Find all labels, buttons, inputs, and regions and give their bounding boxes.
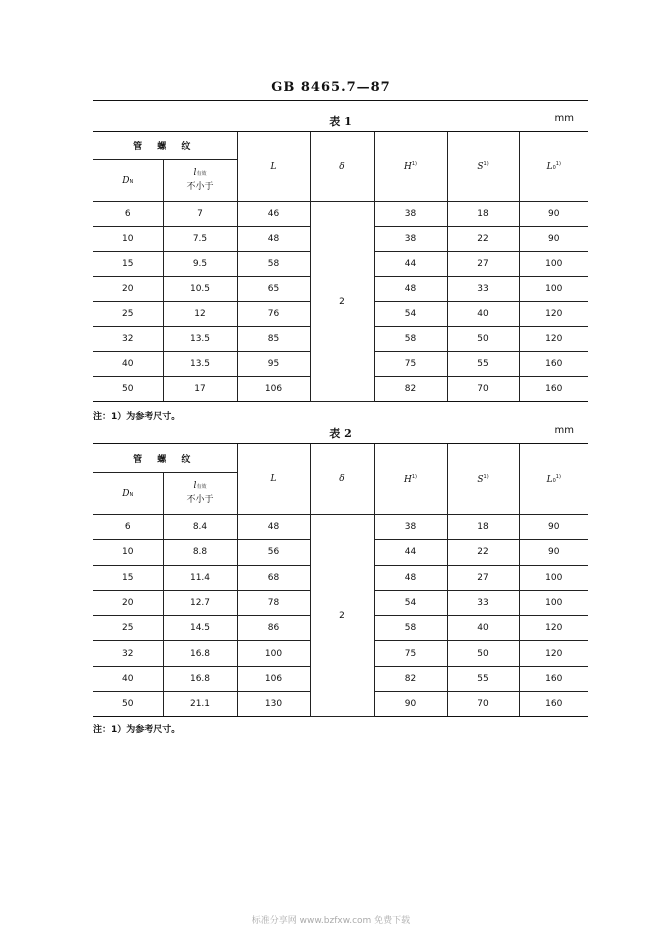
cell-dn: 10 bbox=[93, 540, 163, 565]
cell-L0: 160 bbox=[519, 352, 588, 377]
col-H-header: $H^{1)}$ bbox=[374, 444, 447, 515]
cell-S: 27 bbox=[447, 565, 519, 590]
cell-S: 40 bbox=[447, 616, 519, 641]
cell-S: 50 bbox=[447, 641, 519, 666]
cell-L: 76 bbox=[237, 302, 310, 327]
cell-L0: 160 bbox=[519, 692, 588, 717]
cell-l-eff: 10.5 bbox=[163, 277, 237, 302]
cell-S: 70 bbox=[447, 377, 519, 402]
cell-delta: 2 bbox=[310, 202, 374, 402]
cell-l-eff: 14.5 bbox=[163, 616, 237, 641]
col-l-eff-header: l有效 不小于 bbox=[163, 473, 237, 515]
cell-dn: 15 bbox=[93, 252, 163, 277]
cell-L0: 120 bbox=[519, 327, 588, 352]
cell-S: 33 bbox=[447, 590, 519, 615]
cell-S: 18 bbox=[447, 202, 519, 227]
col-delta-header: δ bbox=[310, 132, 374, 202]
table1-caption-bar bbox=[93, 113, 588, 131]
cell-H: 38 bbox=[374, 202, 447, 227]
cell-S: 18 bbox=[447, 515, 519, 540]
cell-H: 44 bbox=[374, 252, 447, 277]
table2-unit: mm bbox=[554, 425, 574, 436]
cell-S: 27 bbox=[447, 252, 519, 277]
cell-S: 55 bbox=[447, 666, 519, 691]
cell-L0: 90 bbox=[519, 227, 588, 252]
cell-L0: 100 bbox=[519, 565, 588, 590]
cell-dn: 40 bbox=[93, 352, 163, 377]
cell-H: 82 bbox=[374, 377, 447, 402]
cell-H: 58 bbox=[374, 616, 447, 641]
cell-L0: 160 bbox=[519, 666, 588, 691]
cell-dn: 32 bbox=[93, 641, 163, 666]
cell-L0: 90 bbox=[519, 515, 588, 540]
cell-L: 58 bbox=[237, 252, 310, 277]
table1-caption: 表 1 bbox=[329, 115, 352, 128]
cell-l-eff: 13.5 bbox=[163, 352, 237, 377]
cell-S: 22 bbox=[447, 227, 519, 252]
table2-note: 注：1）为参考尺寸。 bbox=[93, 725, 181, 735]
cell-l-eff: 12 bbox=[163, 302, 237, 327]
col-S-header: $S^{1)}$ bbox=[447, 444, 519, 515]
cell-L: 100 bbox=[237, 641, 310, 666]
cell-L0: 120 bbox=[519, 302, 588, 327]
cell-dn: 6 bbox=[93, 202, 163, 227]
cell-L: 106 bbox=[237, 377, 310, 402]
cell-dn: 6 bbox=[93, 515, 163, 540]
col-L-header: L bbox=[237, 132, 310, 202]
cell-H: 54 bbox=[374, 302, 447, 327]
col-dn-header: DN bbox=[93, 160, 163, 202]
cell-delta: 2 bbox=[310, 515, 374, 717]
cell-dn: 50 bbox=[93, 377, 163, 402]
cell-S: 55 bbox=[447, 352, 519, 377]
cell-L: 106 bbox=[237, 666, 310, 691]
cell-l-eff: 9.5 bbox=[163, 252, 237, 277]
table2-caption-bar bbox=[93, 425, 588, 443]
table2 bbox=[93, 443, 588, 717]
cell-H: 75 bbox=[374, 641, 447, 666]
cell-H: 48 bbox=[374, 565, 447, 590]
cell-L: 65 bbox=[237, 277, 310, 302]
cell-l-eff: 8.4 bbox=[163, 515, 237, 540]
table1 bbox=[93, 131, 588, 402]
col-dn-header: DN bbox=[93, 473, 163, 515]
cell-L0: 90 bbox=[519, 540, 588, 565]
cell-L: 68 bbox=[237, 565, 310, 590]
cell-S: 22 bbox=[447, 540, 519, 565]
cell-S: 40 bbox=[447, 302, 519, 327]
cell-l-eff: 7.5 bbox=[163, 227, 237, 252]
col-L0-header: L0$^{1)}$ bbox=[519, 132, 588, 202]
cell-dn: 15 bbox=[93, 565, 163, 590]
cell-H: 54 bbox=[374, 590, 447, 615]
cell-L0: 100 bbox=[519, 277, 588, 302]
col-H-header: $H^{1)}$ bbox=[374, 132, 447, 202]
cell-l-eff: 16.8 bbox=[163, 641, 237, 666]
cell-L: 78 bbox=[237, 590, 310, 615]
cell-l-eff: 16.8 bbox=[163, 666, 237, 691]
cell-H: 75 bbox=[374, 352, 447, 377]
cell-L: 48 bbox=[237, 227, 310, 252]
header-rule bbox=[93, 100, 588, 101]
cell-L: 46 bbox=[237, 202, 310, 227]
standard-number: GB 8465.7—87 bbox=[271, 80, 391, 95]
cell-H: 58 bbox=[374, 327, 447, 352]
cell-H: 38 bbox=[374, 227, 447, 252]
cell-S: 50 bbox=[447, 327, 519, 352]
cell-L0: 100 bbox=[519, 252, 588, 277]
cell-dn: 25 bbox=[93, 616, 163, 641]
cell-l-eff: 21.1 bbox=[163, 692, 237, 717]
table1-unit: mm bbox=[554, 113, 574, 124]
cell-dn: 40 bbox=[93, 666, 163, 691]
cell-L: 48 bbox=[237, 515, 310, 540]
cell-H: 38 bbox=[374, 515, 447, 540]
cell-dn: 20 bbox=[93, 590, 163, 615]
cell-H: 82 bbox=[374, 666, 447, 691]
cell-dn: 50 bbox=[93, 692, 163, 717]
cell-L: 56 bbox=[237, 540, 310, 565]
cell-dn: 32 bbox=[93, 327, 163, 352]
cell-dn: 25 bbox=[93, 302, 163, 327]
col-S-header: $S^{1)}$ bbox=[447, 132, 519, 202]
table-row bbox=[93, 515, 588, 540]
cell-dn: 10 bbox=[93, 227, 163, 252]
watermark-footer: 标准分享网 www.bzfxw.com 免费下载 bbox=[251, 916, 411, 926]
cell-L: 86 bbox=[237, 616, 310, 641]
cell-H: 90 bbox=[374, 692, 447, 717]
cell-L0: 120 bbox=[519, 616, 588, 641]
table-row bbox=[93, 202, 588, 227]
cell-L: 130 bbox=[237, 692, 310, 717]
col-L0-header: L0$^{1)}$ bbox=[519, 444, 588, 515]
cell-L0: 120 bbox=[519, 641, 588, 666]
cell-H: 44 bbox=[374, 540, 447, 565]
cell-dn: 20 bbox=[93, 277, 163, 302]
cell-l-eff: 12.7 bbox=[163, 590, 237, 615]
cell-l-eff: 11.4 bbox=[163, 565, 237, 590]
cell-l-eff: 13.5 bbox=[163, 327, 237, 352]
thread-group-header: 管 螺 纹 bbox=[93, 444, 237, 473]
col-L-header: L bbox=[237, 444, 310, 515]
table2-caption: 表 2 bbox=[329, 427, 352, 440]
col-l-eff-header: l有效 不小于 bbox=[163, 160, 237, 202]
cell-L: 95 bbox=[237, 352, 310, 377]
table1-note: 注：1）为参考尺寸。 bbox=[93, 412, 181, 422]
cell-L: 85 bbox=[237, 327, 310, 352]
cell-S: 70 bbox=[447, 692, 519, 717]
cell-S: 33 bbox=[447, 277, 519, 302]
cell-L0: 160 bbox=[519, 377, 588, 402]
cell-L0: 100 bbox=[519, 590, 588, 615]
col-delta-header: δ bbox=[310, 444, 374, 515]
cell-H: 48 bbox=[374, 277, 447, 302]
cell-L0: 90 bbox=[519, 202, 588, 227]
cell-l-eff: 8.8 bbox=[163, 540, 237, 565]
cell-l-eff: 7 bbox=[163, 202, 237, 227]
cell-l-eff: 17 bbox=[163, 377, 237, 402]
thread-group-header: 管 螺 纹 bbox=[93, 132, 237, 160]
